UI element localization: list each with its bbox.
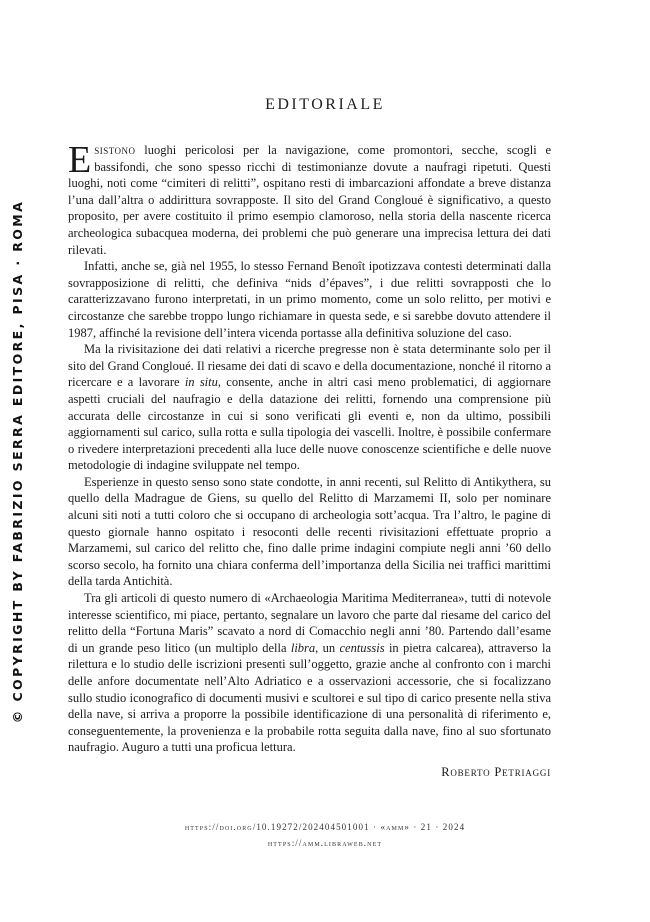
drop-cap: E (68, 139, 92, 181)
copyright-notice: © COPYRIGHT BY FABRIZIO SERRA EDITORE, PISA · ROMA (10, 199, 26, 723)
italic-libra: libra (290, 640, 316, 655)
italic-centussis: centussis (339, 640, 385, 655)
article-body (68, 139, 552, 781)
lead-in-text: sistono (94, 143, 136, 157)
author-signature: Roberto Petriaggi (441, 764, 551, 779)
doi-link[interactable]: https://doi.org/10.19272/202404501001 · «amm» · 21 · 2024 (184, 822, 466, 832)
paragraph-3-text-a: Ma la rivisitazione dei dati relativi a ricerche pregresse non è stata determinante solo per il sito del Grand Congloué. Il riesame dei dati di scavo e della documentazione, nonché il ritorno a ricercare e a lavorare (68, 342, 551, 390)
paragraph-1-text: luoghi pericolosi per la navigazione, come promontori, secche, scogli e bassifondi, che sono spesso ricchi di testimonianze dovute a naufragi ripetuti. Questi luoghi, noti come “cimiteri di relitti”, ospitano resti di imbarcazioni affondate a breve distanza l’una dall’altra o addirittura sovrapposte. Il sito del Grand Congloué è significativo, a questo proposito, per avere costituito il primo esempio clamoroso, nella storia della nascente ricerca archeologica subacquea moderna, dei problemi che può generare una imprecisa lettura dei dati rilevati. (68, 143, 551, 257)
paragraph-5-text-b: , un (315, 640, 340, 655)
paragraph-1 (68, 139, 551, 258)
paragraph-5 (68, 590, 551, 756)
italic-in-situ: in situ (184, 375, 218, 390)
paragraph-3 (68, 341, 551, 474)
paragraph-5-text-c: in pietra calcarea), attraverso la rilettura e lo studio delle iscrizioni presenti sull’oggetto, grazie anche al confronto con i marchi delle anfore documentate nell’Alto Adriatico e a osservazioni accessorie, che si focalizzano sullo studio iconografico di documenti musivi e scultorei e sul tipo di carico presente nella stiva della nave, si arriva a proporre la possibile identificazione di una personalità di riferimento e, conseguentemente, la provenienza e la probabile rotta seguita dalla nave, fino al suo sfortunato naufragio. Auguro a tutti una proficua lettura. (68, 640, 552, 755)
paragraph-4: Esperienze in questo senso sono state condotte, in anni recenti, sul Relitto di Antikythera, su quello della Madrague de Giens, su quello del Relitto di Marzamemi II, solo per nominare alcuni siti noti a tutti coloro che si occupano di archeologia sott’acqua. Tra l’altro, le pagine di questo giornale hanno ospitato i resoconti delle recenti rivisitazioni effettuate proprio a Marzamemi, sul carico del relitto che, fino dalle prime indagini compiute negli anni ’60 dello scorso secolo, ha fornito una chiara conferma dell’importanza della Sicilia nei traffici marittimi della tarda Antichità. (68, 474, 551, 589)
paragraph-3-text-b: , consente, anche in altri casi meno problematici, di aggiornare aspetti cruciali del naufragio e della datazione dei relitti, fornendo una comprensione più accurata delle circostanze in cui si sono verificati gli eventi e, non da ultimo, possibili aggiornamenti sul carico, sulla rotta e sulla tipologia dei vascelli. Inoltre, è possibile confermare o rivedere interpretazioni precedenti alla luce delle nuove conoscenze scientifiche e delle nuove metodologie di indagine sviluppate nel tempo. (68, 375, 551, 473)
paragraph-2: Infatti, anche se, già nel 1955, lo stesso Fernand Benoît ipotizzava contesti determinati dalla sovrapposizione di relitti, che definiva “nids d’épaves”, i due relitti sovrapposti che lo caratterizzavano furono interpretati, in un primo momento, come un solo relitto, per motivi e circostanze che sarebbe troppo lungo richiamare in questa sede, e si sarebbe dovuto attendere il 1987, affinché la revisione dell’intera vicenda portasse alla definitiva soluzione del caso. (68, 259, 551, 340)
copyright-sidebar (0, 0, 36, 922)
website-link[interactable]: https://amm.libraweb.net (267, 838, 383, 848)
page-title: EDITORIALE (265, 96, 385, 113)
paragraph-5-text-a: Tra gli articoli di questo numero di «Archaeologia Maritima Mediterranea», tutti di notevole interesse scientifico, mi piace, pertanto, segnalare un lavoro che parte dal riesame del carico del relitto della “Fortuna Maris” scavato a nord di Comacchio negli anni ’80. Partendo dall’esame di un grande peso litico (un multiplo della (68, 591, 551, 655)
